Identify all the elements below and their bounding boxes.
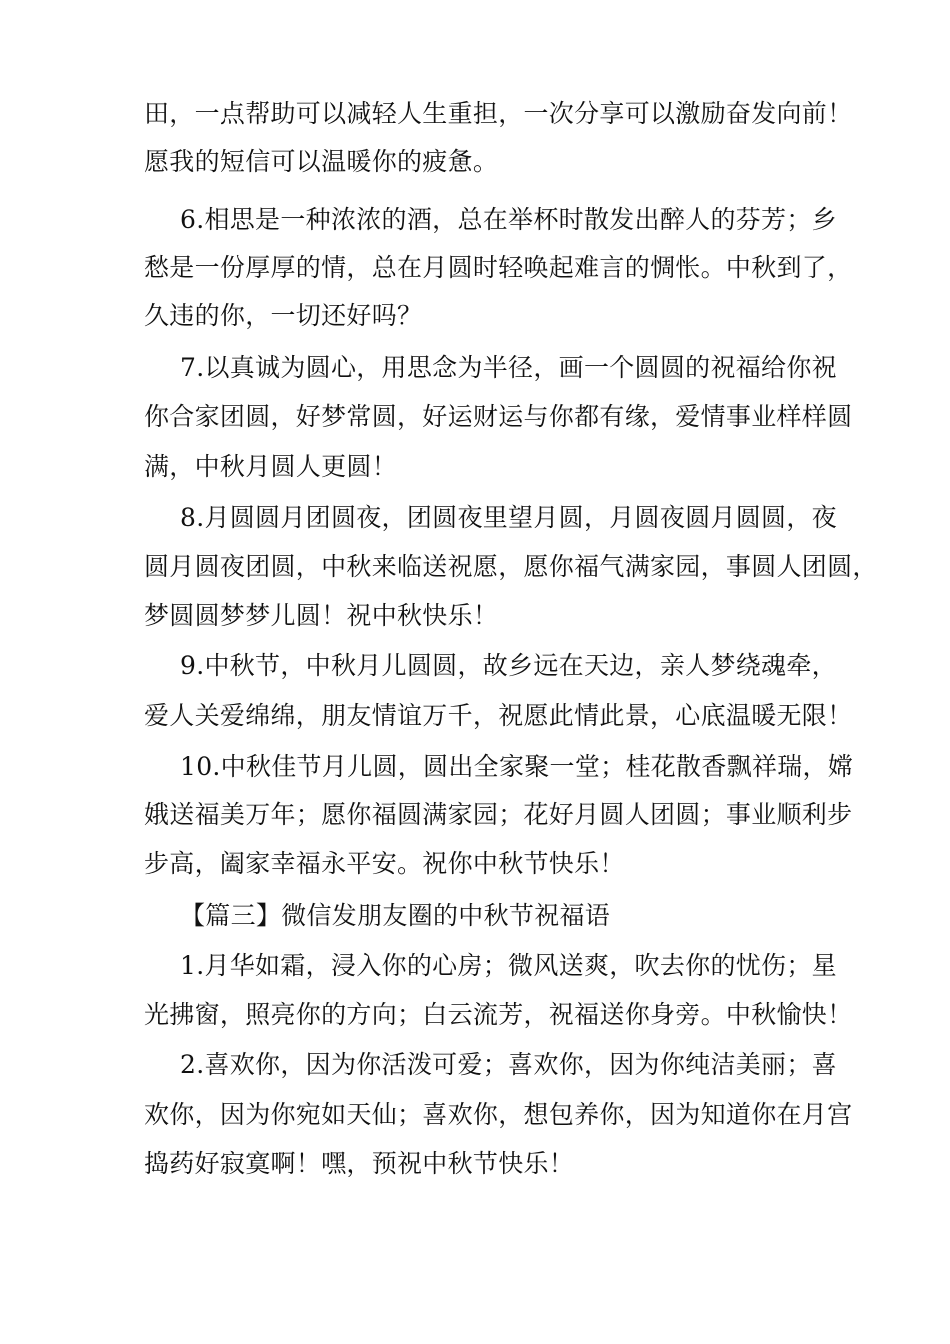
text-line: 梦圆圆梦梦儿圆！祝中秋快乐！ (144, 601, 499, 630)
paragraph-8-line: 8.月圆圆月团圆夜，团圆夜里望月圆，月圆夜圆月圆圆，夜 (180, 503, 837, 532)
paragraph-10-line: 10.中秋佳节月儿圆，圆出全家聚一堂；桂花散香飘祥瑞，嫦 (180, 752, 854, 781)
paragraph-6-line: 6.相思是一种浓浓的酒，总在举杯时散发出醉人的芬芳；乡 (180, 205, 837, 234)
paragraph-9-line: 9.中秋节，中秋月儿圆圆，故乡远在天边，亲人梦绕魂牵， (180, 651, 837, 680)
text-line: 步高，阖家幸福永平安。祝你中秋节快乐！ (144, 849, 625, 878)
paragraph-1-line: 1.月华如霜，浸入你的心房；微风送爽，吹去你的忧伤；星 (180, 951, 837, 980)
text-line: 愿我的短信可以温暖你的疲惫。 (144, 147, 499, 176)
text-line: 久违的你，一切还好吗？ (144, 301, 423, 330)
text-line: 你合家团圆，好梦常圆，好运财运与你都有缘，爱情事业样样圆 (144, 402, 853, 431)
paragraph-2-line: 2.喜欢你，因为你活泼可爱；喜欢你，因为你纯洁美丽；喜 (180, 1050, 837, 1079)
text-line: 娥送福美万年；愿你福圆满家园；花好月圆人团圆；事业顺利步 (144, 800, 853, 829)
text-line: 圆月圆夜团圆，中秋来临送祝愿，愿你福气满家园，事圆人团圆， (144, 552, 878, 581)
text-line: 捣药好寂寞啊！嘿，预祝中秋节快乐！ (144, 1149, 575, 1178)
text-line: 爱人关爱绵绵，朋友情谊万千，祝愿此情此景，心底温暖无限！ (144, 701, 853, 730)
paragraph-7-line: 7.以真诚为圆心，用思念为半径，画一个圆圆的祝福给你祝 (180, 353, 837, 382)
text-line: 田，一点帮助可以减轻人生重担，一次分享可以激励奋发向前！ (144, 99, 853, 128)
text-line: 满，中秋月圆人更圆！ (144, 452, 398, 481)
text-line: 光拂窗，照亮你的方向；白云流芳，祝福送你身旁。中秋愉快！ (144, 1000, 853, 1029)
text-line: 欢你，因为你宛如天仙；喜欢你，想包养你，因为知道你在月宫 (144, 1100, 853, 1129)
text-line: 愁是一份厚厚的情，总在月圆时轻唤起难言的惆怅。中秋到了， (144, 253, 853, 282)
section-heading: 【篇三】微信发朋友圈的中秋节祝福语 (180, 901, 611, 930)
